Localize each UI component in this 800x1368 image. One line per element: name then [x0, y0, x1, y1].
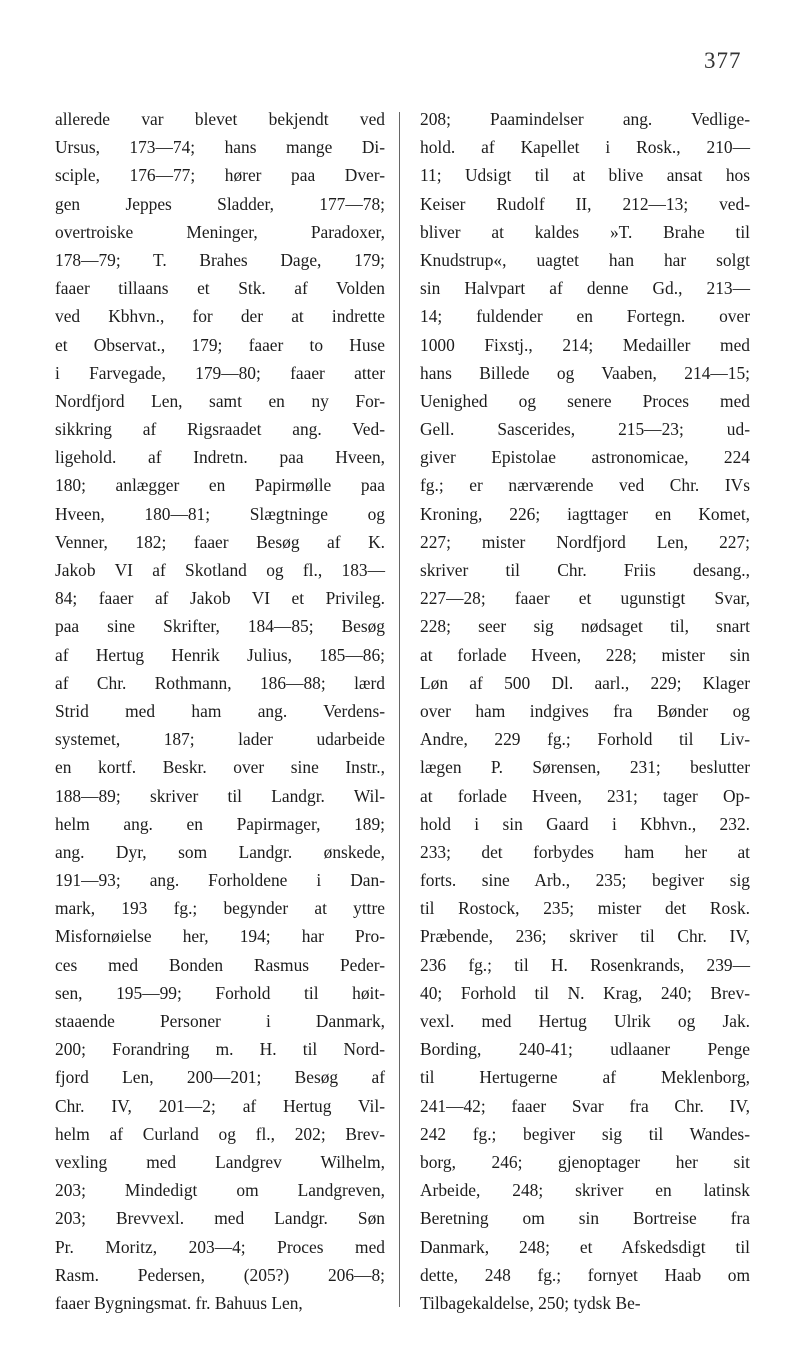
left-column-line: overtroiske Meninger, Paradoxer,: [55, 221, 385, 242]
right-column-line: til Rostock, 235; mister det Rosk.: [420, 898, 750, 919]
right-column-line: fg.; er nærværende ved Chr. IVs: [420, 475, 750, 496]
right-column-line: dette, 248 fg.; fornyet Haab om: [420, 1264, 750, 1285]
left-column-line: Venner, 182; faaer Besøg af K.: [55, 531, 385, 552]
right-column-line: Løn af 500 Dl. aarl., 229; Klager: [420, 672, 750, 693]
left-column-line: gen Jeppes Sladder, 177—78;: [55, 193, 385, 214]
left-column-line: af Chr. Rothmann, 186—88; lærd: [55, 672, 385, 693]
left-column-line: 203; Brevvexl. med Landgr. Søn: [55, 1208, 385, 1229]
right-column-line: 228; seer sig nødsaget til, snart: [420, 616, 750, 637]
right-column-line: Kroning, 226; iagttager en Komet,: [420, 503, 750, 524]
right-column-line: 233; det forbydes ham her at: [420, 841, 750, 862]
right-column-line: Knudstrup«, uagtet han har solgt: [420, 249, 750, 270]
left-column-line: sikkring af Rigsraadet ang. Ved-: [55, 419, 385, 440]
left-column-line: Chr. IV, 201—2; af Hertug Vil-: [55, 1095, 385, 1116]
left-column-line: 180; anlægger en Papirmølle paa: [55, 475, 385, 496]
right-column-line: lægen P. Sørensen, 231; beslutter: [420, 757, 750, 778]
right-column: [420, 105, 750, 1317]
left-column-line: 203; Mindedigt om Landgreven,: [55, 1180, 385, 1201]
right-column-line: forts. sine Arb., 235; begiver sig: [420, 870, 750, 891]
right-column-line: 227; mister Nordfjord Len, 227;: [420, 531, 750, 552]
right-column-line: Tilbagekaldelse, 250; tydsk Be-: [420, 1292, 641, 1313]
column-divider: [399, 112, 400, 1307]
left-column-line: faaer tillaans et Stk. af Volden: [55, 278, 385, 299]
left-column-line: af Hertug Henrik Julius, 185—86;: [55, 644, 385, 665]
left-column-line: Strid med ham ang. Verdens-: [55, 700, 385, 721]
left-column-line: Jakob VI af Skotland og fl., 183—: [55, 560, 385, 580]
right-column-line: Uenighed og senere Proces med: [420, 390, 750, 411]
right-column-line: Beretning om sin Bortreise fra: [420, 1208, 750, 1229]
left-column-line: 178—79; T. Brahes Dage, 179;: [55, 249, 385, 270]
right-column-line: til Hertugerne af Meklenborg,: [420, 1067, 750, 1088]
right-column-line: sin Halvpart af denne Gd., 213—: [420, 278, 750, 299]
right-column-line: 236 fg.; til H. Rosenkrands, 239—: [420, 954, 750, 975]
left-column-line: helm af Curland og fl., 202; Brev-: [55, 1123, 385, 1144]
left-column-line: ved Kbhvn., for der at indrette: [55, 306, 385, 327]
left-column-line: Ursus, 173—74; hans mange Di-: [55, 137, 385, 158]
right-column-line: at forlade Hveen, 228; mister sin: [420, 644, 750, 665]
left-column-line: sciple, 176—77; hører paa Dver-: [55, 165, 385, 186]
left-column-line: Pr. Moritz, 203—4; Proces med: [55, 1236, 385, 1257]
left-column-line: 191—93; ang. Forholdene i Dan-: [55, 870, 385, 891]
left-column-line: allerede var blevet bekjendt ved: [55, 109, 385, 129]
right-column-line: 241—42; faaer Svar fra Chr. IV,: [420, 1095, 750, 1116]
left-column-line: Hveen, 180—81; Slægtninge og: [55, 503, 385, 524]
left-column-line: et Observat., 179; faaer to Huse: [55, 334, 385, 355]
right-column-line: 40; Forhold til N. Krag, 240; Brev-: [420, 982, 750, 1003]
left-column-line: fjord Len, 200—201; Besøg af: [55, 1067, 385, 1088]
right-column-line: Andre, 229 fg.; Forhold til Liv-: [420, 729, 750, 750]
right-column-line: 14; fuldender en Fortegn. over: [420, 306, 750, 327]
right-column-line: vexl. med Hertug Ulrik og Jak.: [420, 1011, 750, 1031]
left-column: [55, 105, 385, 1317]
right-column-line: 208; Paamindelser ang. Vedlige-: [420, 109, 750, 129]
left-column-line: ang. Dyr, som Landgr. ønskede,: [55, 841, 385, 862]
right-column-line: 242 fg.; begiver sig til Wandes-: [420, 1123, 750, 1144]
right-column-line: Keiser Rudolf II, 212—13; ved-: [420, 193, 750, 214]
right-column-line: Gell. Sascerides, 215—23; ud-: [420, 419, 750, 440]
left-column-line: Rasm. Pedersen, (205?) 206—8;: [55, 1264, 385, 1285]
left-column-line: sen, 195—99; Forhold til høit-: [55, 982, 385, 1003]
right-column-line: 11; Udsigt til at blive ansat hos: [420, 165, 750, 186]
right-column-line: giver Epistolae astronomicae, 224: [420, 447, 750, 468]
left-column-line: systemet, 187; lader udarbeide: [55, 729, 385, 750]
right-column-line: 1000 Fixstj., 214; Medailler med: [420, 334, 750, 355]
left-column-line: mark, 193 fg.; begynder at yttre: [55, 898, 385, 919]
left-column-line: helm ang. en Papirmager, 189;: [55, 813, 385, 834]
right-column-line: Arbeide, 248; skriver en latinsk: [420, 1180, 750, 1201]
left-column-line: Misfornøielse her, 194; har Pro-: [55, 926, 385, 947]
right-column-line: Bording, 240-41; udlaaner Penge: [420, 1039, 750, 1060]
left-column-line: vexling med Landgrev Wilhelm,: [55, 1151, 385, 1172]
left-column-line: staaende Personer i Danmark,: [55, 1011, 385, 1031]
right-column-line: at forlade Hveen, 231; tager Op-: [420, 785, 750, 806]
left-column-line: 200; Forandring m. H. til Nord-: [55, 1039, 385, 1060]
page-number: 377: [704, 48, 742, 73]
left-column-line: faaer Bygningsmat. fr. Bahuus Len,: [55, 1292, 303, 1313]
left-column-line: paa sine Skrifter, 184—85; Besøg: [55, 616, 385, 637]
left-column-line: Nordfjord Len, samt en ny For-: [55, 390, 385, 411]
left-column-line: 188—89; skriver til Landgr. Wil-: [55, 785, 385, 806]
right-column-line: bliver at kaldes »T. Brahe til: [420, 221, 750, 242]
right-column-line: hold i sin Gaard i Kbhvn., 232.: [420, 813, 750, 834]
right-column-line: hold. af Kapellet i Rosk., 210—: [420, 137, 750, 158]
right-column-line: skriver til Chr. Friis desang.,: [420, 560, 750, 580]
right-column-line: borg, 246; gjenoptager her sit: [420, 1151, 750, 1172]
left-column-line: 84; faaer af Jakob VI et Privileg.: [55, 588, 385, 609]
right-column-line: 227—28; faaer et ugunstigt Svar,: [420, 588, 750, 609]
right-column-line: over ham indgives fra Bønder og: [420, 700, 750, 721]
left-column-line: ligehold. af Indretn. paa Hveen,: [55, 447, 385, 468]
right-column-line: hans Billede og Vaaben, 214—15;: [420, 362, 750, 383]
left-column-line: i Farvegade, 179—80; faaer atter: [55, 362, 385, 383]
left-column-line: en kortf. Beskr. over sine Instr.,: [55, 757, 385, 778]
right-column-line: Danmark, 248; et Afskedsdigt til: [420, 1236, 750, 1257]
right-column-line: Præbende, 236; skriver til Chr. IV,: [420, 926, 750, 947]
left-column-line: ces med Bonden Rasmus Peder-: [55, 954, 385, 975]
